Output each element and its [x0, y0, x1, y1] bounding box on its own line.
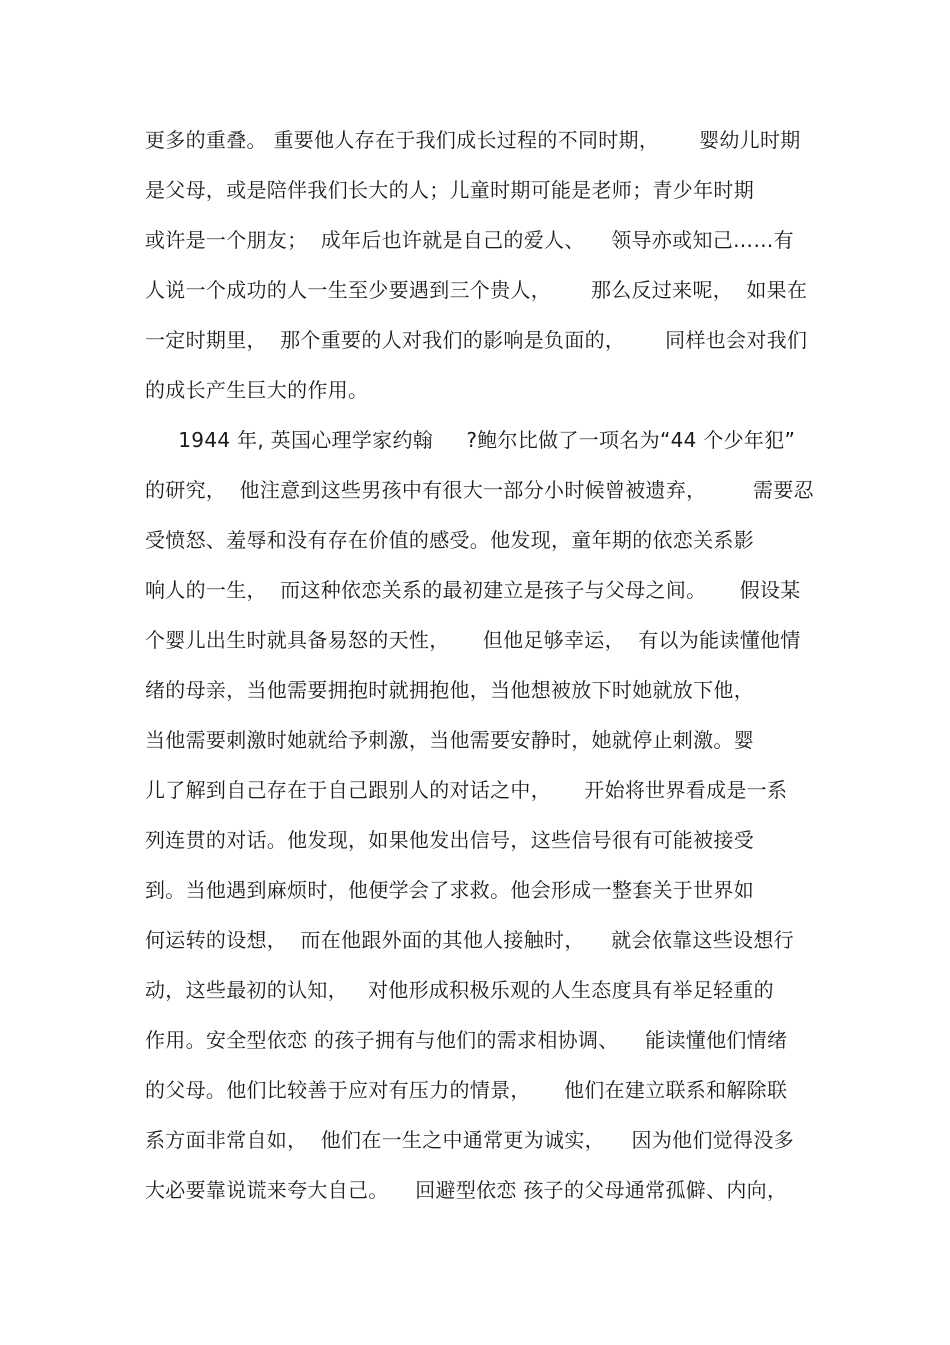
text-line: 响人的一生， 而这种依恋关系的最初建立是孩子与父母之间。 假设某	[145, 578, 801, 602]
text-line: 的成长产生巨大的作用。	[145, 378, 369, 402]
text-line: 作用。安全型依恋 的孩子拥有与他们的需求相协调、 能读懂他们情绪	[145, 1028, 788, 1052]
text-line: 的父母。他们比较善于应对有压力的情景， 他们在建立联系和解除联	[145, 1078, 788, 1102]
text-line: 的研究， 他注意到这些男孩中有很大一部分小时候曾被遗弃， 需要忍	[145, 478, 814, 502]
text-line: 人说一个成功的人一生至少要遇到三个贵人， 那么反过来呢， 如果在	[145, 278, 808, 302]
text-line: 大必要靠说谎来夸大自己。 回避型依恋 孩子的父母通常孤僻、内向，	[145, 1178, 788, 1202]
text-line: 何运转的设想， 而在他跟外面的其他人接触时， 就会依靠这些设想行	[145, 928, 794, 952]
text-line: 儿了解到自己存在于自己跟别人的对话之中， 开始将世界看成是一系	[145, 778, 788, 802]
text-line: 或许是一个朋友； 成年后也许就是自己的爱人、 领导亦或知己……有	[145, 228, 794, 252]
text-line: 是父母，或是陪伴我们长大的人；儿童时期可能是老师；青少年时期	[145, 178, 754, 202]
text-line: 动，这些最初的认知， 对他形成积极乐观的人生态度具有举足轻重的	[145, 978, 774, 1002]
text-line: 更多的重叠。 重要他人存在于我们成长过程的不同时期， 婴幼儿时期	[145, 128, 801, 152]
text-line: 1944 年, 英国心理学家约翰 ?鲍尔比做了一项名为“44 个少年犯”	[145, 428, 796, 452]
text-line: 当他需要刺激时她就给予刺激，当他需要安静时，她就停止刺激。婴	[145, 728, 754, 752]
text-line: 绪的母亲，当他需要拥抱时就拥抱他，当他想被放下时她就放下他，	[145, 678, 754, 702]
text-line: 受愤怒、羞辱和没有存在价值的感受。他发现，童年期的依恋关系影	[145, 528, 754, 552]
text-line: 个婴儿出生时就具备易怒的天性， 但他足够幸运， 有以为能读懂他情	[145, 628, 801, 652]
text-line: 系方面非常自如， 他们在一生之中通常更为诚实， 因为他们觉得没多	[145, 1128, 794, 1152]
text-line: 一定时期里， 那个重要的人对我们的影响是负面的， 同样也会对我们	[145, 328, 808, 352]
text-line: 到。当他遇到麻烦时，他便学会了求救。他会形成一整套关于世界如	[145, 878, 754, 902]
text-line: 列连贯的对话。他发现，如果他发出信号，这些信号很有可能被接受	[145, 828, 754, 852]
